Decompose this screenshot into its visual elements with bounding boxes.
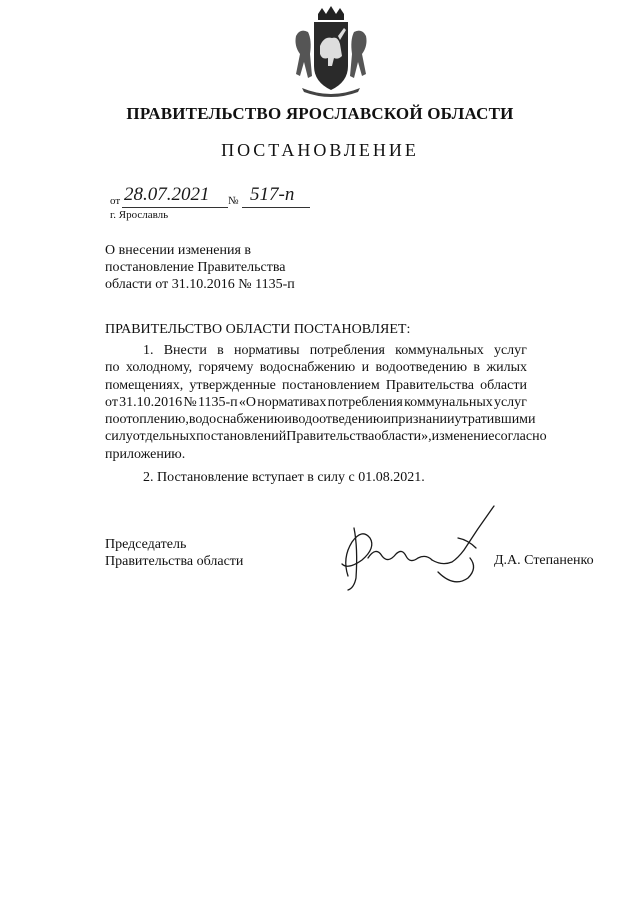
body-word: водоотведению xyxy=(291,412,384,428)
document-date: 28.07.2021 xyxy=(124,184,210,205)
body-word: Внести xyxy=(163,343,207,358)
body-word: по xyxy=(105,412,120,428)
body-word: в xyxy=(473,360,481,376)
body-word: № xyxy=(183,394,197,410)
body-line xyxy=(105,411,536,428)
body-word: по xyxy=(105,360,120,376)
document-number: 517-п xyxy=(250,184,295,205)
body-word: потребления xyxy=(309,343,385,358)
body-word: помещениях, xyxy=(105,377,184,393)
body-line xyxy=(105,394,527,411)
body-word: услуг xyxy=(493,343,527,358)
number-label: № xyxy=(228,195,239,207)
body-word: отдельных xyxy=(132,429,197,445)
body-word: водоотведению xyxy=(375,360,468,376)
body-word: 1. xyxy=(143,343,154,358)
from-label: от xyxy=(110,195,121,207)
subject-line: области от 31.10.2016 № 1135-п xyxy=(105,277,295,292)
position-line: Председатель xyxy=(105,537,187,552)
document-type-heading: ПОСТАНОВЛЕНИЕ xyxy=(221,140,419,160)
body-word: водоснабжению xyxy=(259,360,356,376)
body-word: горячему xyxy=(198,360,254,376)
body-line: приложению. xyxy=(105,446,186,462)
body-word: холодному, xyxy=(125,360,193,376)
body-word: области xyxy=(480,377,527,393)
body-line xyxy=(105,359,527,376)
body-line xyxy=(105,428,547,445)
position-line: Правительства области xyxy=(105,554,244,569)
number-underline xyxy=(242,207,310,208)
body-word: и xyxy=(284,412,292,428)
subject-line: О внесении изменения в xyxy=(105,243,251,258)
decree-heading: ПРАВИТЕЛЬСТВО ОБЛАСТИ ПОСТАНОВЛЯЕТ: xyxy=(105,322,411,337)
handwritten-signature xyxy=(318,498,498,594)
body-word: отоплению, xyxy=(119,412,189,428)
body-word: изменение xyxy=(431,429,495,445)
body-word: Правительства xyxy=(385,377,475,393)
signer-name: Д.А. Степаненко xyxy=(494,553,594,568)
document-body xyxy=(105,342,547,486)
body-word: признании xyxy=(390,412,455,428)
body-word: согласно xyxy=(494,429,547,445)
body-word: области», xyxy=(374,429,432,445)
coat-of-arms-emblem xyxy=(288,6,374,100)
body-word: нормативах xyxy=(257,394,327,410)
body-paragraph-2: 2. Постановление вступает в силу с 01.08.2021. xyxy=(143,470,425,486)
body-word: и xyxy=(383,412,391,428)
body-word: постановлений xyxy=(196,429,287,445)
body-word: коммунальных xyxy=(395,343,484,358)
body-word: 1135-п xyxy=(198,394,238,410)
emblem-icon xyxy=(288,6,374,100)
body-word: утвержденные xyxy=(189,377,276,393)
body-word: «О xyxy=(238,394,256,410)
body-word: нормативы xyxy=(233,343,300,358)
signatory-position xyxy=(105,536,243,570)
body-line xyxy=(105,342,527,359)
subject-line: постановление Правительства xyxy=(105,260,286,275)
organization-title: ПРАВИТЕЛЬСТВО ЯРОСЛАВСКОЙ ОБЛАСТИ xyxy=(126,104,514,123)
document-subject xyxy=(105,242,295,293)
body-line xyxy=(105,377,527,394)
city-label: г. Ярославль xyxy=(110,209,169,221)
date-underline xyxy=(122,207,228,208)
body-word: потребления xyxy=(327,394,403,410)
body-word: и xyxy=(361,360,370,376)
body-word: в xyxy=(217,343,224,358)
body-word: от xyxy=(105,394,118,410)
body-word: коммунальных xyxy=(404,394,493,410)
body-word: услуг xyxy=(493,394,527,410)
body-word: 31.10.2016 xyxy=(119,394,183,410)
body-word: Правительства xyxy=(286,429,375,445)
body-word: постановлением xyxy=(282,377,380,393)
body-word: жилых xyxy=(486,360,527,376)
body-word: утратившими xyxy=(454,412,536,428)
body-word: водоснабжению xyxy=(188,412,285,428)
body-word: силу xyxy=(105,429,133,445)
